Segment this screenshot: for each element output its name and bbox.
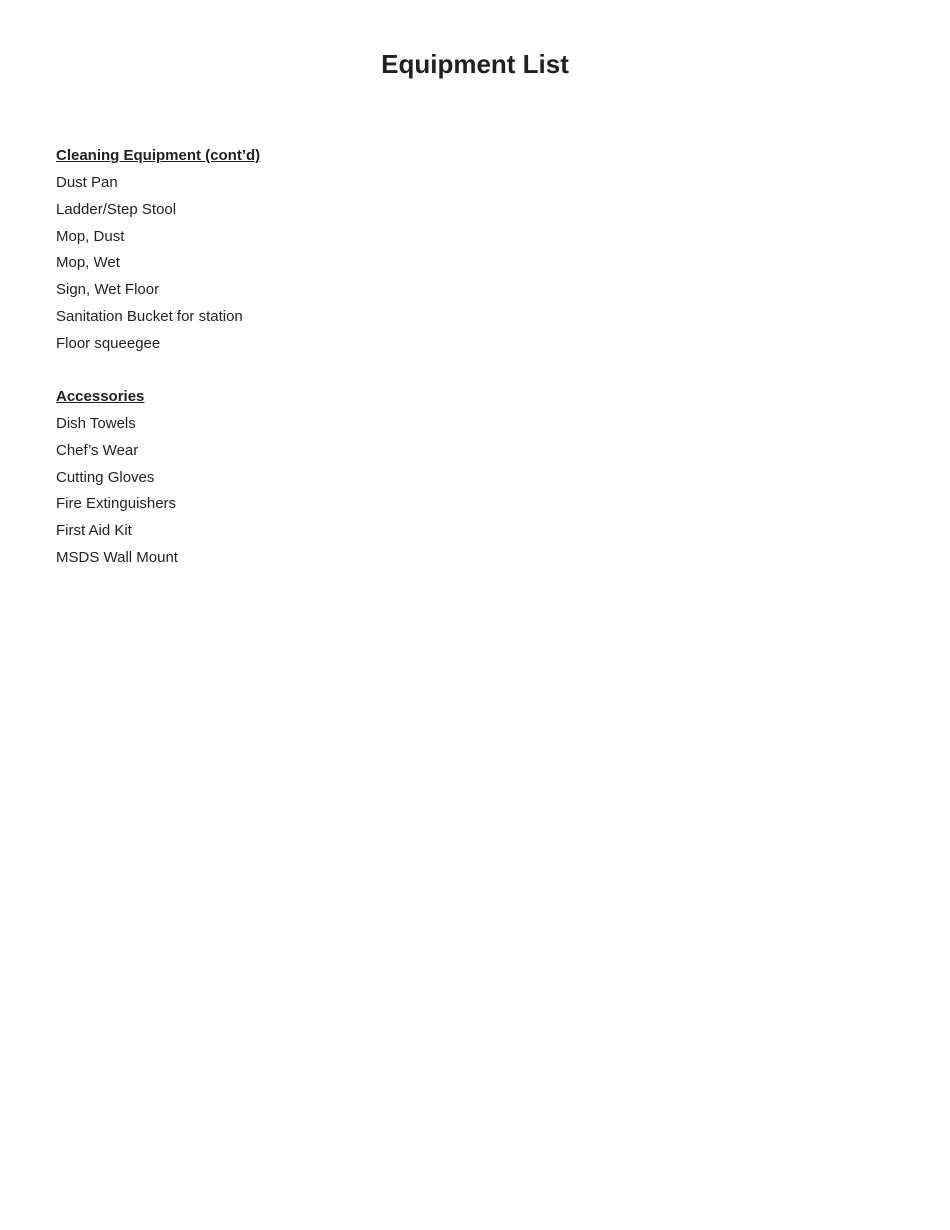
section-cleaning-equipment: [56, 145, 656, 360]
list-item: Cutting Gloves: [56, 468, 155, 486]
section-heading: Accessories: [56, 388, 145, 405]
list-item: Chef’s Wear: [56, 441, 139, 459]
list-item: Sanitation Bucket for station: [56, 307, 243, 325]
list-item: Fire Extinguishers: [56, 495, 177, 513]
list-item: First Aid Kit: [56, 522, 132, 540]
list-item: Dust Pan: [56, 174, 118, 191]
item-list: [56, 413, 656, 569]
section-heading: Cleaning Equipment (cont’d): [56, 147, 261, 164]
section-accessories: [56, 386, 656, 574]
list-item: Mop, Dust: [56, 227, 125, 245]
list-item: Floor squeegee: [56, 334, 161, 352]
list-item: Dish Towels: [56, 415, 136, 432]
list-item: Sign, Wet Floor: [56, 281, 160, 299]
page-title: Equipment List: [381, 49, 569, 79]
list-item: Mop, Wet: [56, 254, 120, 272]
list-item: MSDS Wall Mount: [56, 548, 178, 566]
list-item: Ladder/Step Stool: [56, 200, 177, 218]
item-list: [56, 172, 656, 355]
